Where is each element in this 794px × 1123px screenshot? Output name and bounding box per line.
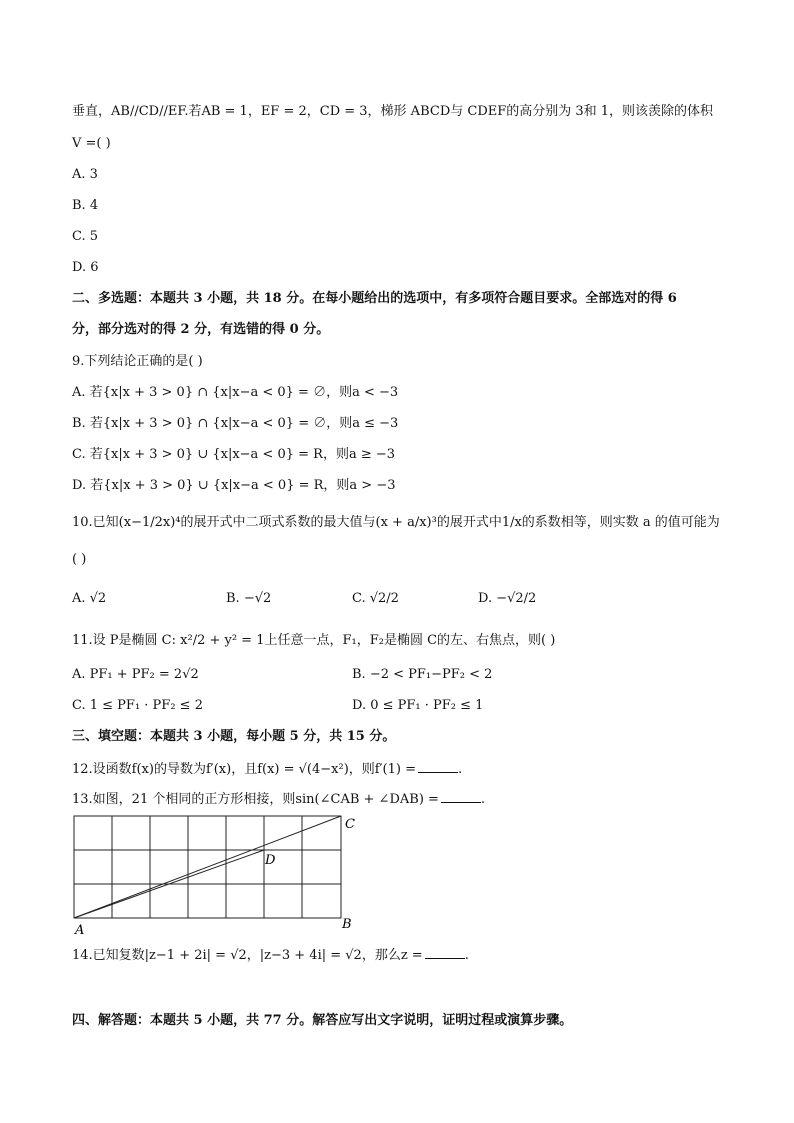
q8-line1: 垂直，AB//CD//EF.若AB = 1，EF = 2，CD = 3，梯形 ABCD与 CDEF的高分别为 3和 1，则该羡除的体积 — [72, 104, 714, 119]
q14-end: . — [464, 948, 469, 963]
q8-option-d: D. 6 — [72, 260, 99, 275]
q10-stem: 10.已知(x−1/2x)⁴的展开式中二项式系数的最大值与(x + a/x)³的展开式中1/x的系数相等，则实数 a 的值可能为 — [72, 515, 720, 530]
q12-stem: 12.设函数f(x)的导数为f′(x)，且f(x) = √(4−x²)，则f′(1) = — [72, 762, 416, 777]
q9-stem: 9.下列结论正确的是( ) — [72, 354, 203, 369]
q11-option-a: A. PF₁ + PF₂ = 2√2 — [72, 667, 199, 682]
q9-option-b: B. 若{x|x + 3 > 0} ∩ {x|x−a < 0} = ∅，则a ≤ −3 — [72, 416, 399, 431]
label-b: B — [342, 917, 352, 932]
q8-option-a: A. 3 — [72, 167, 98, 182]
q10-stem-paren: ( ) — [72, 552, 87, 567]
q13-end: . — [480, 792, 486, 807]
q14-line — [72, 946, 469, 965]
label-d: D — [265, 853, 276, 868]
label-a: A — [75, 923, 85, 938]
q11-option-c: C. 1 ≤ PF₁ · PF₂ ≤ 2 — [72, 698, 203, 713]
segment-ac — [74, 816, 341, 918]
q14-answer-blank — [425, 946, 465, 959]
q11-option-b: B. −2 < PF₁−PF₂ < 2 — [352, 667, 493, 682]
section2-heading-line2: 分，部分选对的得 2 分，有选错的得 0 分。 — [72, 322, 330, 337]
q14-stem: 14.已知复数|z−1 + 2i| = √2，|z−3 + 4i| = √2，那么z = — [72, 948, 423, 963]
section3-heading: 三、填空题：本题共 3 小题，每小题 5 分，共 15 分。 — [72, 729, 396, 744]
q13-stem: 13.如图，21 个相同的正方形相接，则sin(∠CAB + ∠DAB) = — [72, 792, 439, 807]
q13-answer-blank — [441, 790, 481, 803]
label-c: C — [345, 817, 355, 832]
q8-option-b: B. 4 — [72, 198, 99, 213]
q11-stem: 11.设 P是椭圆 C: x²/2 + y² = 1上任意一点，F₁，F₂是椭圆 C的左、右焦点，则( ) — [72, 633, 556, 648]
section2-heading-line1: 二、多选题：本题共 3 小题，共 18 分。在每小题给出的选项中，有多项符合题目要求。全部选对的得 6 — [72, 291, 677, 306]
q12-answer-blank — [418, 760, 458, 773]
q12-end: . — [457, 762, 463, 777]
q9-option-d: D. 若{x|x + 3 > 0} ∪ {x|x−a < 0} = R，则a > −3 — [72, 478, 396, 493]
q9-option-a: A. 若{x|x + 3 > 0} ∩ {x|x−a < 0} = ∅，则a < −3 — [72, 385, 399, 400]
q13-line — [72, 790, 485, 809]
q13-grid-figure — [0, 810, 794, 940]
q12-line — [72, 760, 462, 779]
q10-option-a: A. √2 — [72, 591, 107, 606]
section4-heading: 四、解答题：本题共 5 小题，共 77 分。解答应写出文字说明，证明过程或演算步骤。 — [72, 1013, 573, 1028]
q10-option-d: D. −√2/2 — [478, 591, 537, 606]
q9-option-c: C. 若{x|x + 3 > 0} ∪ {x|x−a < 0} = R，则a ≥ −3 — [72, 447, 396, 462]
q11-option-d: D. 0 ≤ PF₁ · PF₂ ≤ 1 — [352, 698, 484, 713]
q8-line2: V =( ) — [72, 136, 111, 151]
q8-option-c: C. 5 — [72, 229, 99, 244]
q10-option-b: B. −√2 — [226, 591, 272, 606]
q10-option-c: C. √2/2 — [352, 591, 399, 606]
